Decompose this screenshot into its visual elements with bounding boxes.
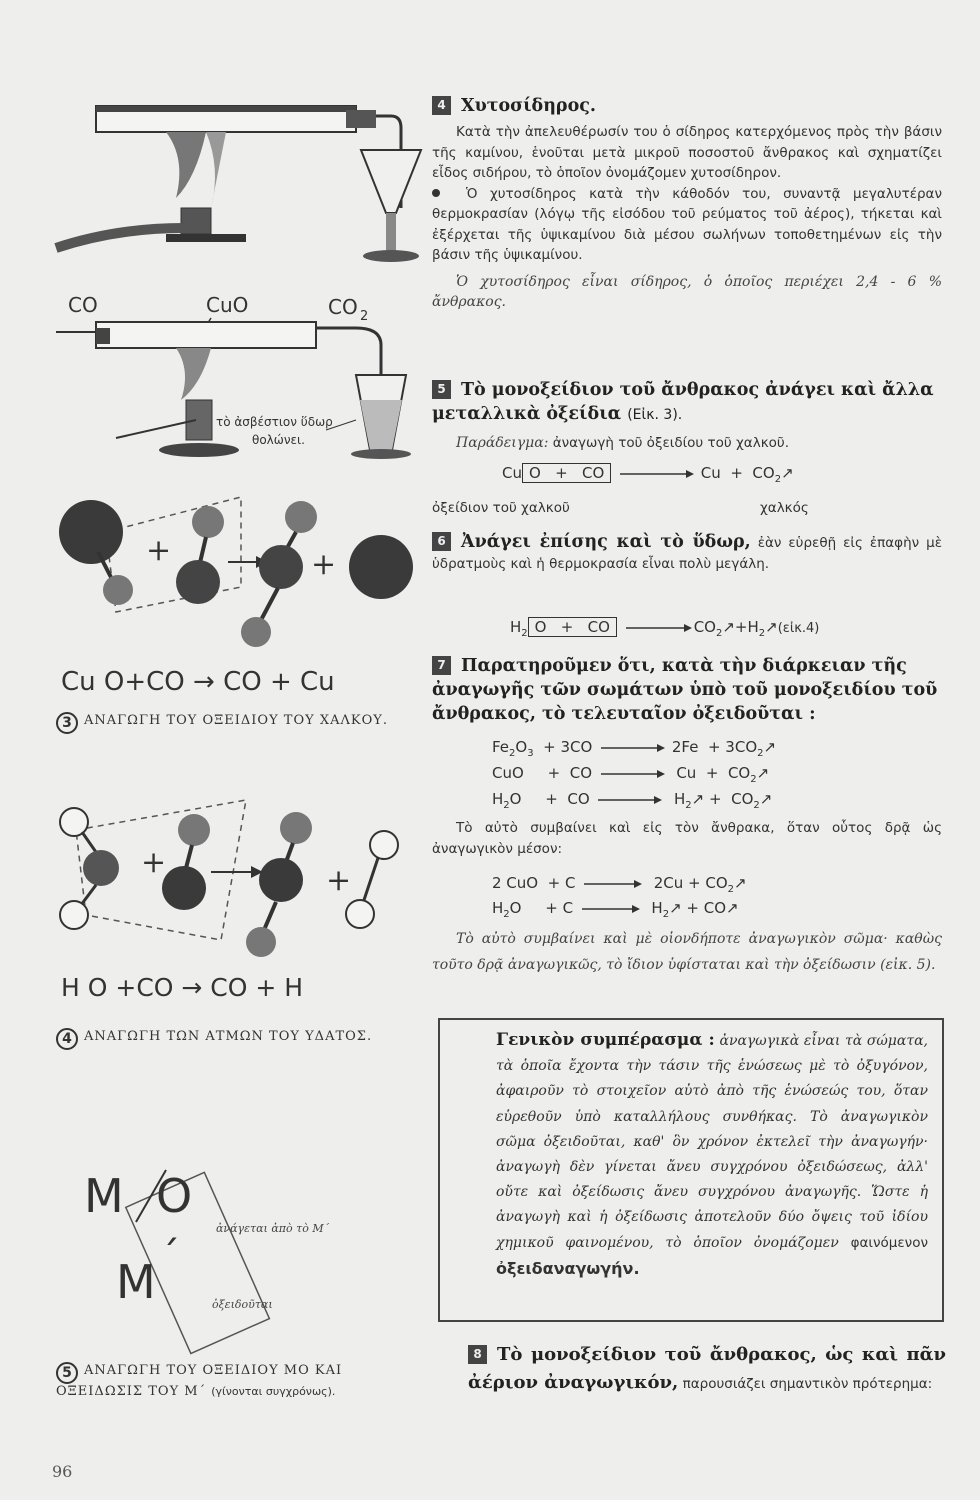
conclusion-text: ἀναγωγικὰ εἶναι τὰ σώματα, τὰ ὁποῖα ἔχοντα τὴν τάσιν τῆς ἑνώσεως μὲ τὸ ὀξυγόνον, ἀφαιροῦν τὸ στοιχεῖον αὐτὸ ἀπὸ τῆς ἑνώσεώς του, ὅταν εὑρεθοῦν ὑπὸ καταλλήλους συνθήκας. Τὸ ἀναγωγικὸν σῶμα ὀξειδοῦται, καθ' ὃν χρόνον ἐκτελεῖ τὴν ἀναγωγήν· ἀναγωγὴ δὲν γίνεται ἄνευ συγχρόνου ὀξειδώσεως, ἀλλ' οὔτε καὶ ὀξείδωσις ἄνευ συγχρόνου ἀναγωγῆς. Ὥστε ἡ ἀναγωγὴ καὶ ἡ ὀξείδωσις ἀποτελοῦν δύο ὄψεις τοῦ ἰδίου χημικοῦ φαινομένου, τὸ ὁποῖον ὀνομάζομεν — [496, 1033, 928, 1251]
cuo-apparatus-drawing — [56, 290, 426, 470]
prime-mark: ´ — [160, 1234, 180, 1280]
water-molecule-diagram — [56, 790, 426, 1020]
water-molecules-drawing — [56, 790, 426, 1020]
equation-h2o-co: $H_2$ O + CO $CO_2↗+H_2↗(\varepsilon ἰ\kappa.4)$ — [510, 618, 820, 639]
section-6 — [432, 530, 942, 575]
fig4-caption — [56, 1028, 406, 1050]
section-5-heading — [432, 378, 942, 427]
label-copper: χαλκός — [760, 500, 809, 516]
label-limewater-1: τὸ ἀσβέστιον ὕδωρ — [216, 415, 333, 429]
label-co2: CO — [328, 295, 358, 319]
reaction-arrow-icon — [597, 768, 667, 780]
section-6-number: 6 — [432, 532, 451, 551]
cuo-molecules-drawing — [56, 492, 426, 702]
equation-cuo-c: 2 CuO + C $2Cu + CO_2↗$ — [492, 874, 747, 895]
h-atom — [60, 808, 88, 836]
redox-mo-diagram — [56, 1150, 426, 1350]
section-5-title: Τὸ μονοξείδιον τοῦ ἄνθρακος ἀνάγει καὶ ἄλλα μεταλλικὰ ὀξείδια — [432, 380, 934, 424]
section-8 — [440, 1342, 946, 1398]
reaction-arrow-icon — [597, 742, 667, 754]
letter-m: M — [84, 1169, 124, 1223]
furnace-apparatus-figure — [56, 88, 426, 288]
section-7-italic-para — [432, 926, 942, 978]
plus-sign: + — [311, 547, 337, 582]
label-co2-sub: 2 — [360, 309, 369, 324]
reaction-arrow-icon — [578, 903, 642, 915]
fig3-number: 3 — [56, 712, 78, 734]
section-7-heading — [432, 654, 942, 726]
example-text: ἀναγωγὴ τοῦ ὀξειδίου τοῦ χαλκοῦ. — [552, 435, 790, 451]
equation-h2o-c: $H_2O$ + C $H_2↗$ + CO↗ — [492, 899, 739, 920]
o-atom — [280, 812, 312, 844]
o-atom — [246, 927, 276, 957]
bullet-icon — [432, 189, 440, 197]
o-atom — [176, 560, 220, 604]
fig5-caption-text: ΑΝΑΓΩΓΗ ΤΟΥ ΟΞΕΙΔΙΟΥ ΜΟ ΚΑΙ ΟΞΕΙΔΩΣΙΣ ΤΟΥ Μ΄ — [56, 1363, 343, 1399]
cu-atom — [349, 535, 413, 599]
section-7-italic — [432, 926, 942, 978]
conclusion-plain-word: φαινόμενον — [850, 1234, 928, 1251]
section-4-para-3: Ὁ χυτοσίδηρος εἶναι σίδηρος, ὁ ὁποῖος περιέχει 2,4 - 6 % ἄνθρακος. — [432, 273, 942, 310]
section-4-title: Χυτοσίδηρος. — [461, 96, 596, 116]
section-6-eq-ref: (εἰκ.4) — [777, 621, 820, 636]
label-oxidized: ὀξειδοῦται — [212, 1298, 273, 1311]
reaction-arrow-icon — [616, 468, 696, 480]
section-8-title: Τὸ μονοξείδιον τοῦ ἄνθρακος, ὡς καὶ πᾶν ἀέριον ἀναγωγικόν, — [468, 1344, 946, 1393]
fig4-caption-text: ΑΝΑΓΩΓΗ ΤΩΝ ΑΤΜΩΝ ΤΟΥ ΥΔΑΤΟΣ. — [84, 1029, 373, 1044]
section-7-para: Τὸ αὐτὸ συμβαίνει καὶ εἰς τὸν ἄνθρακα, ὅταν οὗτος δρᾷ ὡς ἀναγωγικὸν μέσον: — [432, 820, 942, 857]
letter-o: O — [156, 1169, 193, 1223]
section-5-ref: (Εἰκ. 3). — [627, 407, 683, 423]
section-8-text: παρουσιάζει σημαντικὸν πρότερημα: — [682, 1376, 933, 1392]
fig5-caption-tail: (γίνονται συγχρόνως). — [211, 1385, 336, 1398]
o-atom — [83, 850, 119, 886]
cuo-molecule-diagram — [56, 492, 426, 702]
label-limewater-2: θολώνει. — [252, 433, 305, 447]
reaction-arrow-icon — [594, 794, 664, 806]
h-atom — [370, 831, 398, 859]
plus-sign: + — [141, 845, 167, 880]
equation-fe2o3: $Fe_2O_3 + 3CO$ $2Fe + 3CO_2↗$ — [492, 738, 777, 759]
section-4-para-2 — [432, 184, 942, 266]
o-atom — [285, 501, 317, 533]
section-4 — [432, 94, 942, 313]
redox-drawing — [56, 1150, 426, 1350]
section-5 — [432, 378, 942, 454]
section-6-title: Ἀνάγει ἐπίσης καὶ τὸ ὕδωρ, — [461, 532, 751, 552]
section-4-heading — [432, 94, 942, 118]
furnace-apparatus-drawing — [56, 88, 426, 288]
water-formula: H O +CO → CO + H — [61, 973, 304, 1002]
c-atom — [259, 858, 303, 902]
label-reduced: ἀνάγεται ἀπὸ τὸ Μ΄ — [216, 1222, 330, 1235]
h-atom — [346, 900, 374, 928]
conclusion-keyword: ὀξειδαναγωγήν. — [496, 1258, 640, 1278]
section-7-italic-ref: (εἰκ. 5). — [880, 957, 936, 973]
equation-labels — [432, 498, 942, 519]
section-5-number: 5 — [432, 380, 451, 399]
equation-cuo: CuO + CO $Cu + CO_2↗$ — [492, 764, 770, 785]
fig4-number: 4 — [56, 1028, 78, 1050]
general-conclusion-box — [438, 1018, 944, 1322]
section-4-para-2-text: Ὁ χυτοσίδηρος κατὰ τὴν κάθοδόν του, συναντᾷ μεγαλυτέραν θερμοκρασίαν (λόγῳ τῆς εἰσόδου τοῦ ρεύματος τοῦ ἀέρος), τήκεται καὶ ἐξέρχεται τῆς ὑψικαμίνου διὰ μέσου σωλήνων τοποθετημένων εἰς τὴν βάσιν τῆς ὑψικαμίνου. — [432, 185, 942, 263]
label-oxide: ὀξείδιον τοῦ χαλκοῦ — [432, 500, 570, 516]
section-7-title: Παρατηροῦμεν ὅτι, κατὰ τὴν διάρκειαν τῆς ἀναγωγῆς τῶν σωμάτων ὑπὸ τοῦ μονοξειδίου τοῦ ἄνθρακος, τὸ τελευταῖον ὀξειδοῦται : — [432, 656, 938, 724]
fig5-caption — [56, 1362, 406, 1400]
cuo-reduction-apparatus — [56, 290, 426, 470]
plus-sign: + — [146, 533, 172, 568]
c-atom — [259, 545, 303, 589]
section-8-para — [440, 1342, 946, 1398]
o-atom — [178, 814, 210, 846]
c-atom — [162, 866, 206, 910]
c-atom — [192, 506, 224, 538]
section-7 — [432, 654, 942, 726]
section-7-after — [432, 818, 942, 859]
section-4-number: 4 — [432, 96, 451, 115]
section-5-example — [432, 433, 942, 454]
example-label: Παράδειγμα: — [456, 435, 549, 451]
reaction-arrow-icon — [622, 622, 694, 634]
section-7-number: 7 — [432, 656, 451, 675]
plus-sign: + — [326, 863, 352, 898]
o-atom — [241, 617, 271, 647]
equation-h2o: $H_2O$ + CO $H_2↗$ + $CO_2↗$ — [492, 790, 773, 811]
o-atom — [103, 575, 133, 605]
cu-atom — [59, 500, 123, 564]
fig3-caption — [56, 712, 406, 734]
fig3-caption-text: ΑΝΑΓΩΓΗ ΤΟΥ ΟΞΕΙΔΙΟΥ ΤΟΥ ΧΑΛΚΟΥ. — [84, 713, 388, 728]
fig5-number: 5 — [56, 1362, 78, 1384]
label-cuo: CuO — [206, 293, 249, 317]
section-7-italic-text: Τὸ αὐτὸ συμβαίνει καὶ μὲ οἱονδήποτε ἀναγωγικὸν σῶμα· καθὼς τοῦτο δρᾷ ἀναγωγικῶς, τὸ ἴδιον ὑφίσταται καὶ τὴν ὀξείδωσιν — [432, 931, 942, 973]
equation-cuo-co: Cu O + CO $Cu + CO_2↗$ — [502, 464, 794, 485]
section-8-number: 8 — [468, 1345, 487, 1364]
h-atom — [60, 901, 88, 929]
section-6-text: ἐὰν εὑρεθῇ εἰς ἐπαφὴν μὲ ὑδρατμοὺς καὶ ἡ θερμοκρασία εἶναι πολὺ μεγάλη. — [432, 535, 942, 572]
page-number: 96 — [52, 1462, 73, 1481]
label-co: CO — [68, 293, 98, 317]
cuo-formula: Cu O+CO → CO + Cu — [61, 667, 335, 697]
section-4-para-1: Κατὰ τὴν ἀπελευθέρωσίν του ὁ σίδηρος κατερχόμενος πρὸς τὴν βάσιν τῆς καμίνου, ἑνοῦται μετὰ μικροῦ ποσοστοῦ ἄνθρακος καὶ σχηματίζει εἶδος σιδήρου, τὸ ὁποῖον ὀνομάζομεν χυτοσίδηρον. — [432, 124, 942, 181]
section-6-para — [432, 530, 942, 575]
letter-m-prime: M — [116, 1255, 156, 1309]
reaction-arrow-icon — [580, 878, 644, 890]
conclusion-heading: Γενικὸν συμπέρασμα : — [496, 1030, 715, 1050]
